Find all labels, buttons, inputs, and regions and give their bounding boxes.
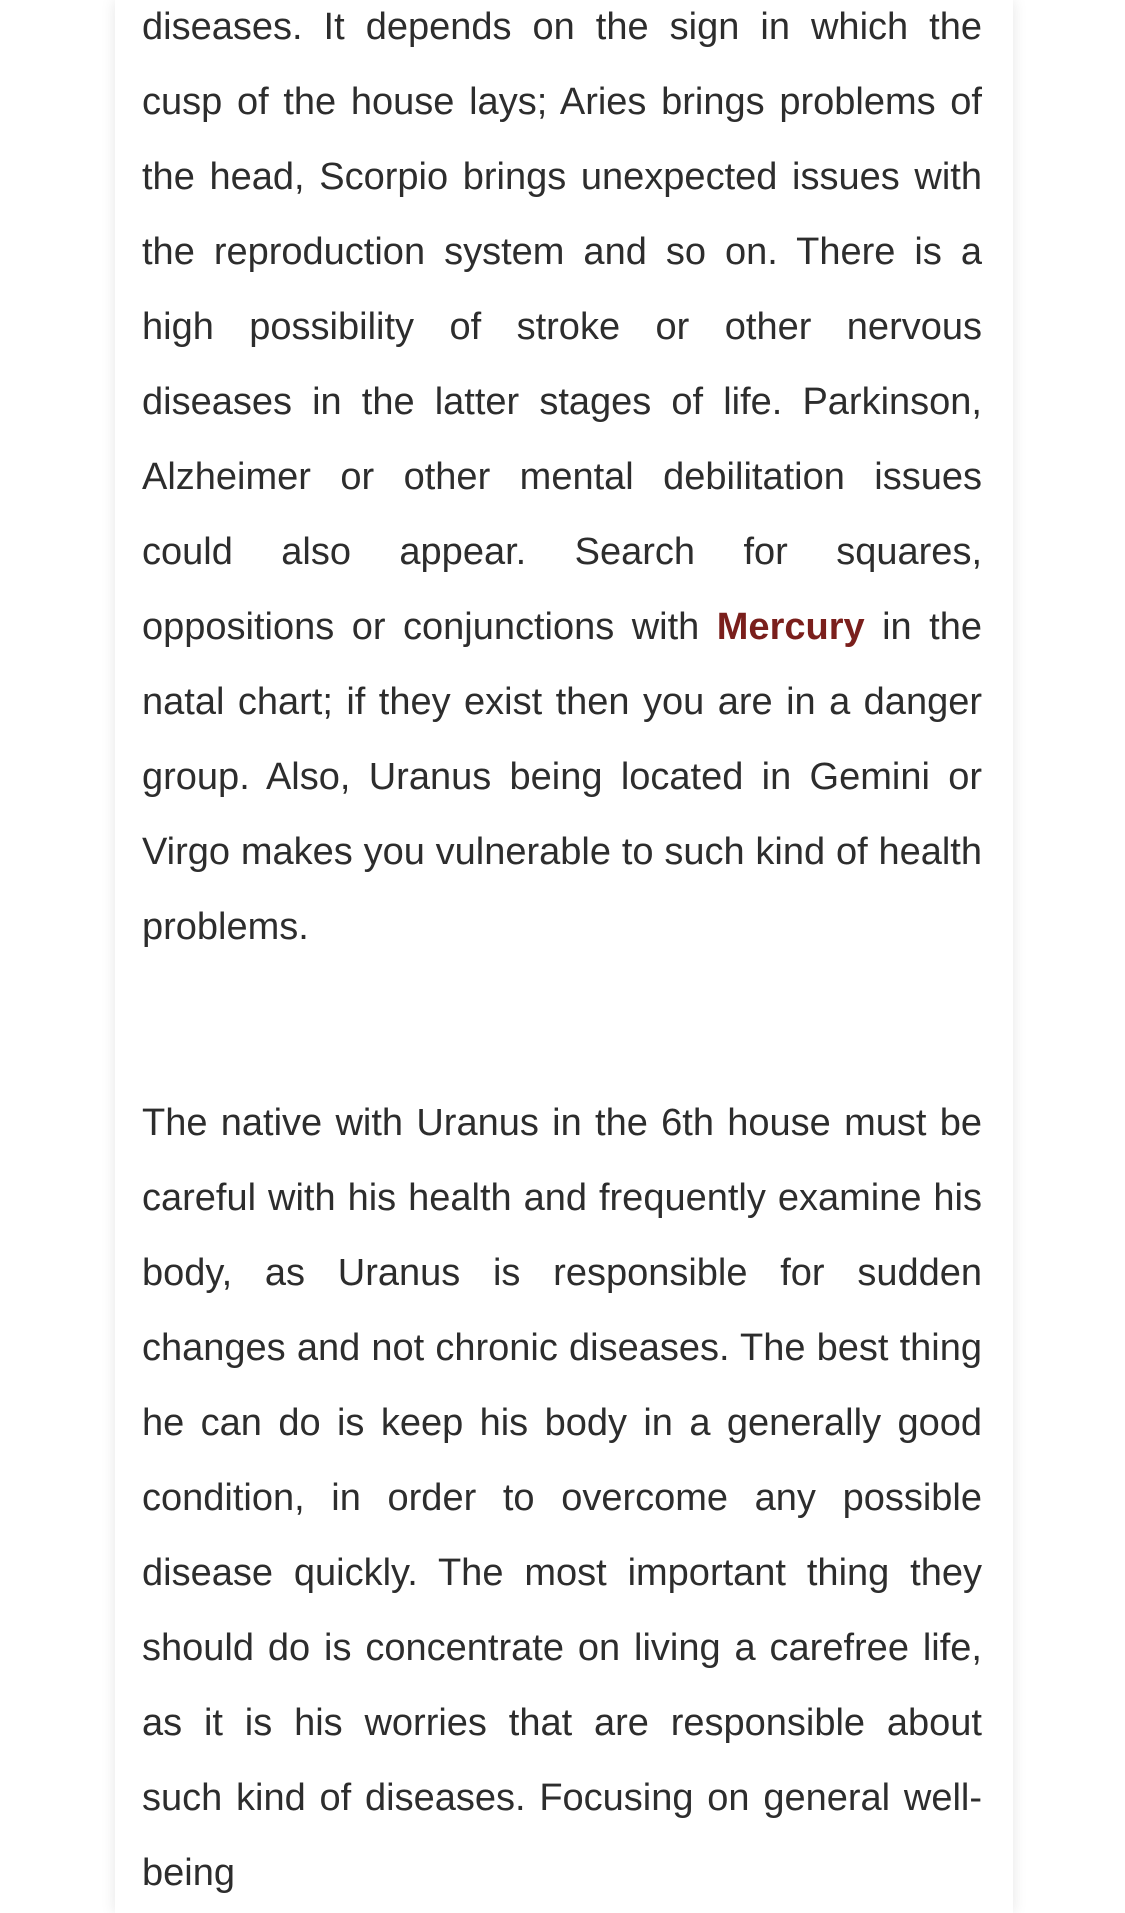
paragraph-text-after-link: in the natal chart; if they exist then you are in a danger group. Also, Uranus being located in Gemini or Virgo makes you vulnerable to such kind of health problems. — [142, 606, 982, 948]
article-paragraph-2: The native with Uranus in the 6th house must be careful with his health and frequently examine his body, as Uranus is responsible for sudden changes and not chronic diseases. The best thing he can do is keep his body in a generally good condition, in order to overcome any possible disease quickly. The most important thing they should do is concentrate on living a carefree life, as it is his worries that are responsible about such kind of diseases. Focusing on general well-being — [142, 1102, 982, 1894]
mercury-link[interactable]: Mercury — [716, 606, 865, 648]
article-paragraph — [142, 0, 982, 965]
paragraph-text-before-link: diseases. It depends on the sign in which the cusp of the house lays; Aries brings problems of the head, Scorpio brings unexpected issues with the reproduction system and so on. There is a high possibility of stroke or other nervous diseases in the latter stages of life. Parkinson, Alzheimer or other mental debilitation issues could also appear. Search for squares, oppositions or conjunctions with — [142, 6, 982, 648]
